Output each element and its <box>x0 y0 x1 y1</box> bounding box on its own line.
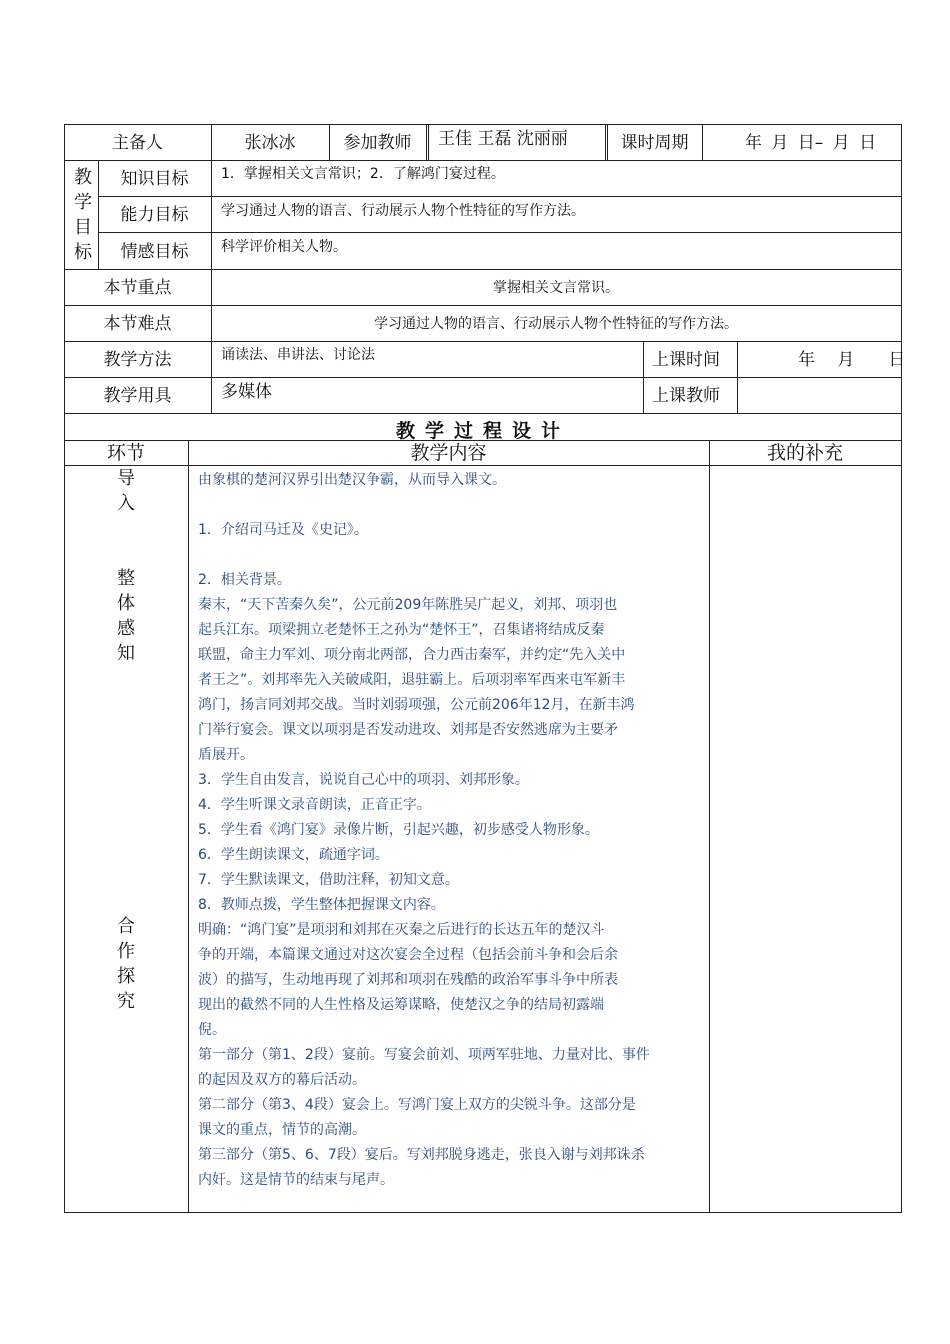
content-line <box>198 543 704 568</box>
difficulty-label: 本节难点 <box>103 314 172 334</box>
stage-intro: 导 入 <box>117 468 135 514</box>
tools-text: 多媒体 <box>221 382 272 402</box>
process-content <box>198 468 704 1193</box>
content-line: 第三部分（第5、6、7段）宴后。写刘邦脱身逃走，张良入谢与刘邦诛杀 <box>198 1147 645 1163</box>
content-line: 联盟，命主力军刘、项分南北两部，合力西击秦军，并约定“先入关中 <box>198 647 626 663</box>
participants-names: 王佳 王磊 沈丽丽 <box>438 129 568 149</box>
ability-goal-label: 能力目标 <box>120 205 189 225</box>
period-label: 课时周期 <box>620 133 689 153</box>
stage-column-header: 环节 <box>106 442 145 464</box>
knowledge-goal-text: 1．掌握相关文言常识；2．了解鸿门宴过程。 <box>221 166 505 182</box>
class-time-value: 年 月 日 <box>798 350 906 370</box>
content-line: 6．学生朗读课文，疏通字词。 <box>198 847 389 863</box>
goals-group-label: 教 学 目 标 <box>74 167 92 263</box>
content-line: 第二部分（第3、4段）宴会上。写鸿门宴上双方的尖锐斗争。这部分是 <box>198 1097 636 1113</box>
process-title: 教学过程设计 <box>395 420 570 442</box>
content-line: 7．学生默读课文，借助注释，初知文意。 <box>198 872 459 888</box>
content-line: 起兵江东。项梁拥立老楚怀王之孙为“楚怀王”，召集诸将结成反秦 <box>198 622 605 638</box>
content-line: 课文的重点，情节的高潮。 <box>198 1122 366 1138</box>
content-line: 5．学生看《鸿门宴》录像片断，引起兴趣，初步感受人物形象。 <box>198 822 599 838</box>
content-line: 8．教师点拨，学生整体把握课文内容。 <box>198 897 445 913</box>
knowledge-goal-label: 知识目标 <box>120 169 189 189</box>
lead-name: 张冰冰 <box>244 133 296 153</box>
content-line: 波）的描写，生动地再现了刘邦和项羽在残酷的政治军事斗争中所表 <box>198 972 618 988</box>
content-line: 倪。 <box>198 1022 226 1038</box>
content-line: 盾展开。 <box>198 747 254 763</box>
content-line: 2．相关背景。 <box>198 572 291 588</box>
supplement-column-header: 我的补充 <box>766 442 843 464</box>
content-line: 3．学生自由发言，说说自己心中的项羽、刘邦形象。 <box>198 772 529 788</box>
content-column-header: 教学内容 <box>410 442 487 464</box>
difficulty-text: 学习通过人物的语言、行动展示人物个性特征的写作方法。 <box>374 316 738 332</box>
content-line: 1．介绍司马迁及《史记》。 <box>198 522 368 538</box>
content-line: 内奸。这是情节的结束与尾声。 <box>198 1172 394 1188</box>
period-value: 年 月 日– 月 日 <box>745 133 877 153</box>
content-line: 门举行宴会。课文以项羽是否发动进攻、刘邦是否安然逃席为主要矛 <box>198 722 618 738</box>
tools-label: 教学用具 <box>103 386 172 406</box>
teacher-label: 上课教师 <box>652 386 720 406</box>
class-time-label: 上课时间 <box>652 350 720 370</box>
participants-label: 参加教师 <box>343 133 412 153</box>
content-line: 争的开端，本篇课文通过对这次宴会全过程（包括会前斗争和会后余 <box>198 947 618 963</box>
key-point-label: 本节重点 <box>103 278 172 298</box>
content-line: 明确：“鸿门宴”是项羽和刘邦在灭秦之后进行的长达五年的楚汉斗 <box>198 922 605 938</box>
stage-cooperative-inquiry: 合 作 探 究 <box>117 916 135 1012</box>
content-line: 者王之”。刘邦率先入关破咸阳，退驻霸上。后项羽率军西来屯军新丰 <box>198 672 626 688</box>
stage-overall-perception: 整 体 感 知 <box>117 568 135 664</box>
ability-goal-text: 学习通过人物的语言、行动展示人物个性特征的写作方法。 <box>221 203 585 219</box>
content-line: 由象棋的楚河汉界引出楚汉争霸，从而导入课文。 <box>198 472 506 488</box>
emotion-goal-label: 情感目标 <box>120 242 189 262</box>
method-label: 教学方法 <box>103 350 172 370</box>
content-line: 现出的截然不同的人生性格及运筹谋略，使楚汉之争的结局初露端 <box>198 997 604 1013</box>
lead-label: 主备人 <box>112 133 163 153</box>
method-text: 诵读法、串讲法、讨论法 <box>221 347 375 363</box>
key-point-text: 掌握相关文言常识。 <box>493 280 619 296</box>
content-line: 秦末，“天下苦秦久矣”，公元前209年陈胜吴广起义，刘邦、项羽也 <box>198 597 618 613</box>
content-line: 4．学生听课文录音朗读，正音正字。 <box>198 797 431 813</box>
content-line: 第一部分（第1、2段）宴前。写宴会前刘、项两军驻地、力量对比、事件 <box>198 1047 650 1063</box>
content-line: 的起因及双方的幕后活动。 <box>198 1072 366 1088</box>
content-line: 鸿门，扬言同刘邦交战。当时刘弱项强，公元前206年12月，在新丰鸿 <box>198 697 635 713</box>
content-line <box>198 493 704 518</box>
emotion-goal-text: 科学评价相关人物。 <box>221 239 347 255</box>
